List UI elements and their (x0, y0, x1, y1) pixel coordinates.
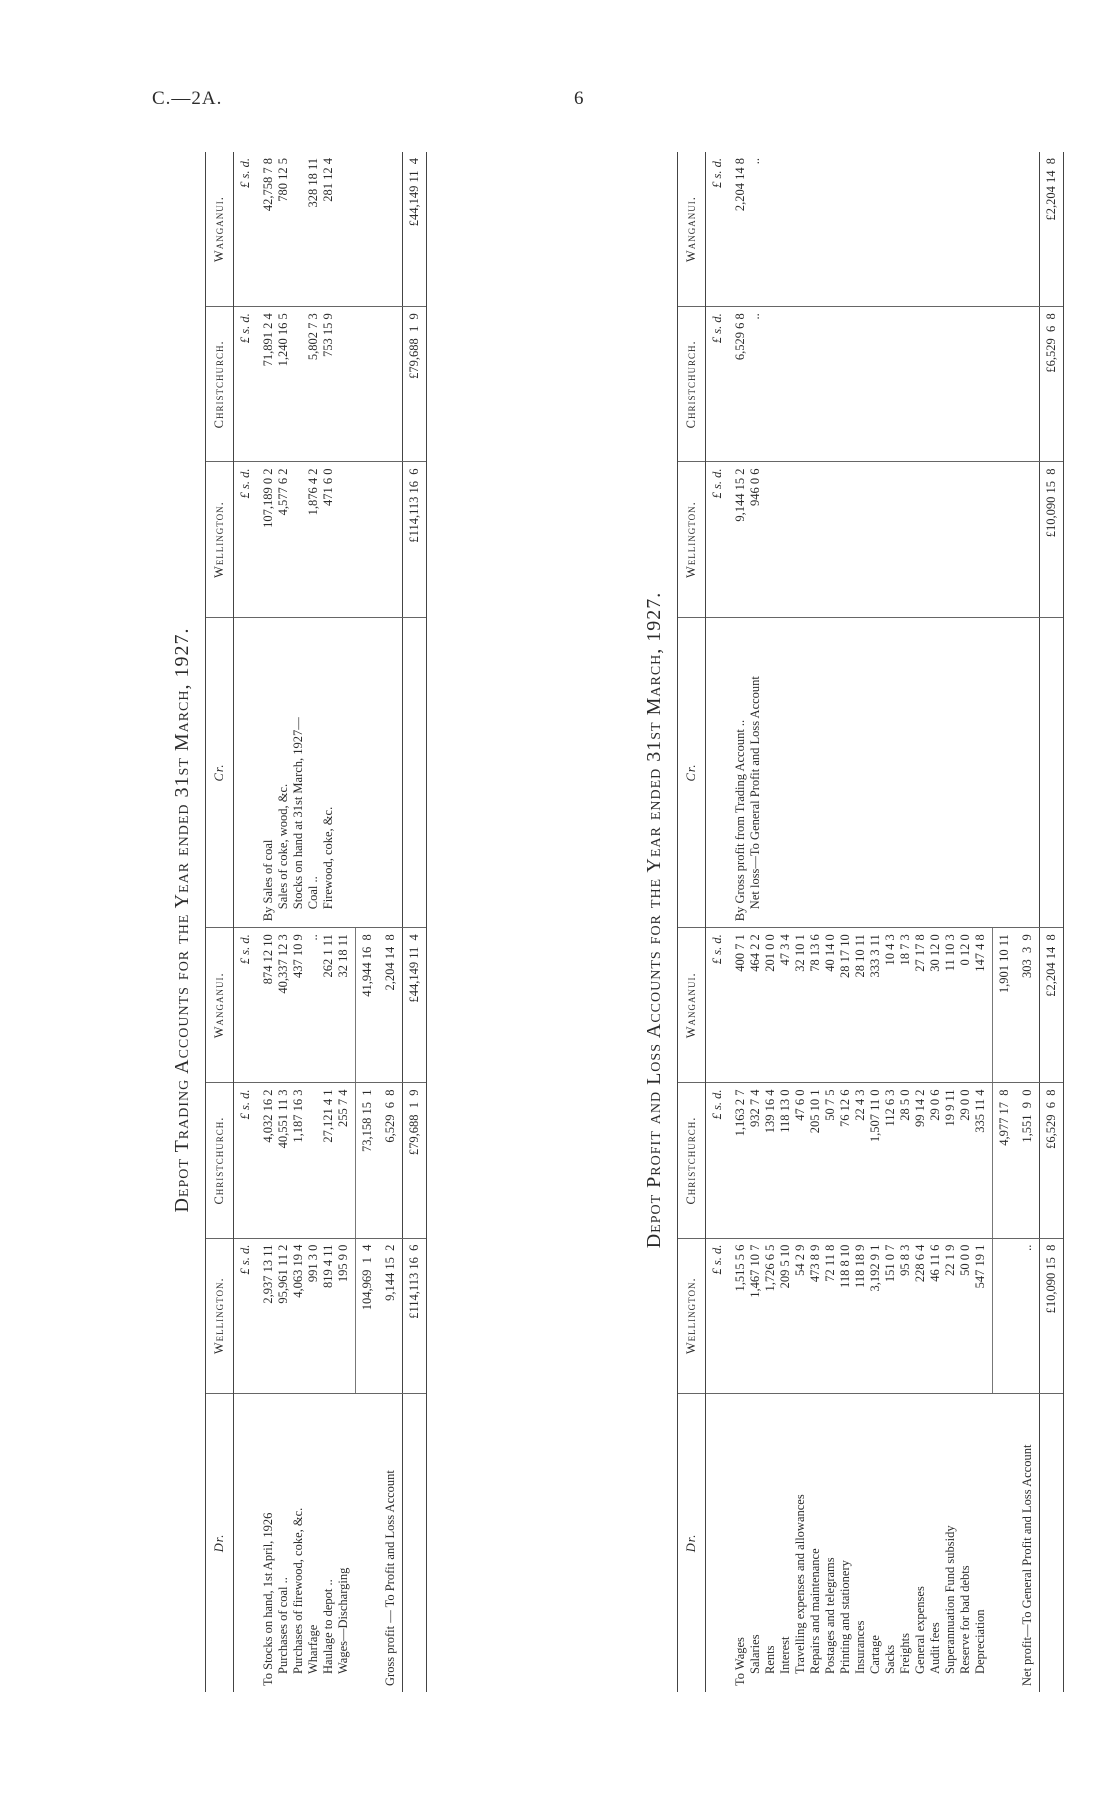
row-label: Insurances (853, 1620, 867, 1674)
row-value: 262 1 11 (321, 934, 335, 978)
row-value: 28 10 11 (853, 934, 867, 978)
row-label: Haulage to depot .. (321, 1579, 335, 1674)
wellington-header: Wellington. (206, 462, 234, 617)
row-value: 328 18 11 (306, 158, 320, 208)
net-profit-wellington: .. (1016, 1238, 1040, 1393)
row-value: 4,032 16 2 (261, 1089, 275, 1143)
row-value: 99 14 2 (913, 1089, 927, 1127)
units-label: £ s. d. (234, 152, 258, 307)
row-value: 333 3 11 (868, 934, 882, 978)
row-value: 107,189 0 2 (261, 468, 275, 528)
row-label: Travelling expenses and allowances (793, 1494, 807, 1674)
row-value: 780 12 5 (276, 158, 290, 202)
wanganui-header: Wanganui. (678, 152, 706, 307)
row-value: 471 6 0 (321, 468, 335, 506)
units-label: £ s. d. (706, 307, 730, 462)
row-value: 76 12 6 (838, 1089, 852, 1127)
wanganui-header: Wanganui. (678, 928, 706, 1083)
row-value: 201 0 0 (763, 934, 777, 972)
page-header-left: C.—2A. (152, 88, 223, 109)
units-label: £ s. d. (706, 928, 730, 1083)
row-value: 42,758 7 8 (261, 158, 275, 212)
gross-profit-label: Gross profit — To Profit and Loss Account (383, 1470, 397, 1686)
row-value: 54 2 9 (793, 1244, 807, 1276)
row-value: 30 12 0 (928, 934, 942, 972)
row-label: Rents (763, 1645, 777, 1674)
row-label: Freights (898, 1633, 912, 1674)
row-value: 50 7 5 (823, 1089, 837, 1121)
row-label: Postages and telegrams (823, 1557, 837, 1674)
row-value: 40,551 11 3 (276, 1089, 290, 1149)
row-value: 1,187 16 3 (291, 1089, 305, 1143)
total-christchurch: £6,529 6 8 (1040, 1083, 1064, 1238)
cr-header: Cr. (206, 617, 234, 927)
dr-header: Dr. (678, 1393, 706, 1692)
trading-accounts-table (205, 152, 427, 1692)
row-label: Coal .. (306, 876, 320, 910)
row-value: 209 5 10 (778, 1244, 792, 1289)
row-value: 46 11 6 (928, 1244, 942, 1282)
gross-profit-wellington: 9,144 15 2 (379, 1238, 403, 1393)
row-label: Cartage (868, 1635, 882, 1674)
row-value: 32 10 1 (793, 934, 807, 972)
row-value: 932 7 4 (748, 1089, 762, 1127)
debit-christchurch-values (257, 1083, 356, 1238)
row-value: 1,467 10 7 (748, 1244, 762, 1298)
total-wanganui: £2,204 14 8 (1040, 152, 1064, 307)
totals-row (403, 152, 427, 1692)
subtotal-christchurch: 4,977 17 8 (993, 1083, 1017, 1238)
christchurch-header: Christchurch. (678, 1083, 706, 1238)
units-label: £ s. d. (234, 1238, 258, 1393)
row-value (291, 158, 306, 300)
row-value: 118 8 10 (838, 1244, 852, 1288)
total-wellington: £10,090 15 8 (1040, 462, 1064, 617)
row-value: 139 16 4 (763, 1089, 777, 1134)
row-value: 1,163 2 7 (733, 1089, 747, 1137)
total-wellington: £114,113 16 6 (403, 1238, 427, 1393)
profit-loss-title: Depot Profit and Loss Accounts for the Year ended 31st March, 1927. (643, 591, 665, 1249)
row-value: 47 6 0 (793, 1089, 807, 1121)
row-label: To Wages (733, 1637, 747, 1686)
debit-christchurch-values (729, 1083, 993, 1238)
row-label: Purchases of firewood, coke, &c. (291, 1507, 305, 1674)
row-value: 1,876 4 2 (306, 468, 320, 516)
row-value: 255 7 4 (336, 1089, 350, 1127)
row-value: 4,577 6 2 (276, 468, 290, 516)
total-wanganui: £44,149 11 4 (403, 152, 427, 307)
row-label: General expenses (913, 1586, 927, 1674)
debit-wanganui-values (729, 928, 993, 1083)
row-value: 11 10 3 (943, 934, 957, 972)
row-label: Reserve for bad debts (958, 1565, 972, 1674)
row-value: 50 0 0 (958, 1244, 972, 1276)
row-value: 281 12 4 (321, 158, 335, 202)
gross-profit-row (379, 152, 403, 1692)
row-value: 874 12 10 (261, 934, 275, 985)
units-row (706, 152, 730, 1692)
net-profit-label: Net profit—To General Profit and Loss Account (1020, 1444, 1034, 1686)
row-value: 78 13 6 (808, 934, 822, 972)
row-label: Wharfage (306, 1624, 320, 1674)
rotated-document-body (165, 120, 1058, 1720)
subtotal-wanganui: 1,901 10 11 (993, 928, 1017, 1083)
page-number: 6 (574, 88, 585, 109)
row-value: 27 17 8 (913, 934, 927, 972)
row-label: Printing and stationery (838, 1560, 852, 1674)
row-value: 1,726 6 5 (763, 1244, 777, 1292)
wellington-header: Wellington. (678, 1238, 706, 1393)
units-label: £ s. d. (234, 307, 258, 462)
row-label: Stocks on hand at 31st March, 1927— (291, 717, 305, 910)
row-label: By Sales of coal (261, 839, 275, 922)
profit-loss-table (677, 152, 1064, 1692)
row-value: 118 13 0 (778, 1089, 792, 1133)
christchurch-header: Christchurch. (678, 307, 706, 462)
credit-wanganui-values (729, 152, 993, 307)
row-label: Net loss—To General Profit and Loss Account (748, 676, 762, 910)
row-value: 29 0 0 (958, 1089, 972, 1121)
pl-body-row (729, 152, 993, 1692)
total-christchurch: £79,688 1 9 (403, 307, 427, 462)
row-value: 991 3 0 (306, 1244, 320, 1283)
total-wellington: £114,113 16 6 (403, 462, 427, 617)
debit-wanganui-values (257, 928, 356, 1083)
credit-wellington-values (729, 462, 993, 617)
row-value: 28 17 10 (838, 934, 852, 978)
row-value: 112 6 3 (883, 1089, 897, 1127)
dr-header: Dr. (206, 1393, 234, 1692)
debit-labels (729, 1393, 993, 1692)
row-label: Audit fees (928, 1622, 942, 1674)
row-value: 400 7 1 (733, 934, 747, 972)
row-value: 3,192 9 1 (868, 1244, 882, 1292)
row-value: 4,063 19 4 (291, 1244, 305, 1298)
units-label: £ s. d. (706, 462, 730, 617)
row-label: Repairs and maintenance (808, 1548, 822, 1674)
net-profit-row (1016, 152, 1040, 1692)
row-value: 22 4 3 (853, 1089, 867, 1121)
subtotal-wanganui: 41,944 16 8 (356, 928, 380, 1083)
total-christchurch: £6,529 6 8 (1040, 307, 1064, 462)
row-value: 0 12 0 (958, 934, 972, 966)
row-label: Firewood, coke, &c. (321, 806, 335, 910)
units-label: £ s. d. (706, 1083, 730, 1238)
credit-christchurch-values (729, 307, 993, 462)
subtotal-christchurch: 73,158 15 1 (356, 1083, 380, 1238)
row-label: Purchases of coal .. (276, 1577, 290, 1674)
cr-header: Cr. (678, 617, 706, 927)
units-label: £ s. d. (706, 1238, 730, 1393)
row-value: .. (748, 313, 762, 320)
total-wanganui: £44,149 11 4 (403, 928, 427, 1083)
row-value: 29 0 6 (928, 1089, 942, 1121)
net-profit-wanganui: 303 3 9 (1016, 928, 1040, 1083)
row-label: Depreciation (973, 1609, 987, 1674)
row-value: 22 1 9 (943, 1244, 957, 1276)
credit-labels (257, 617, 356, 927)
row-value: 72 11 8 (823, 1244, 837, 1282)
gross-profit-christchurch: 6,529 6 8 (379, 1083, 403, 1238)
christchurch-header: Christchurch. (206, 1083, 234, 1238)
units-row (234, 152, 258, 1692)
row-value: 151 0 7 (883, 1244, 897, 1283)
row-label: Interest (778, 1636, 792, 1674)
row-value (291, 313, 306, 455)
units-label: £ s. d. (234, 462, 258, 617)
row-value: 27,121 4 1 (321, 1089, 335, 1143)
row-value: 95,961 11 2 (276, 1244, 290, 1304)
row-value: 819 4 11 (321, 1244, 335, 1288)
row-label: Salaries (748, 1634, 762, 1674)
row-value: .. (748, 158, 762, 165)
debit-wellington-values (729, 1238, 993, 1393)
row-value: 205 10 1 (808, 1089, 822, 1134)
row-value: 2,204 14 8 (733, 158, 747, 212)
row-label: Sales of coke, wood, &c. (276, 783, 290, 910)
row-value: 228 6 4 (913, 1244, 927, 1283)
row-value: 118 18 9 (853, 1244, 867, 1288)
subtotal-wellington (993, 1238, 1017, 1393)
row-value: 40,337 12 3 (276, 934, 290, 994)
wanganui-header: Wanganui. (206, 152, 234, 307)
trading-accounts-title: Depot Trading Accounts for the Year ended 31st March, 1927. (171, 627, 193, 1213)
net-profit-christchurch: 1,551 9 0 (1016, 1083, 1040, 1238)
row-value: 1,507 11 0 (868, 1089, 882, 1143)
row-value: 47 3 4 (778, 934, 792, 966)
debit-labels (257, 1393, 356, 1692)
row-value: 946 0 6 (748, 468, 762, 506)
credit-wellington-values (257, 462, 356, 617)
row-value: 1,515 5 6 (733, 1244, 747, 1292)
units-label: £ s. d. (234, 1083, 258, 1238)
row-value: 9,144 15 2 (733, 468, 747, 522)
units-label: £ s. d. (706, 152, 730, 307)
wellington-header: Wellington. (678, 462, 706, 617)
totals-row (1040, 152, 1064, 1692)
row-value: 6,529 6 8 (733, 313, 747, 361)
total-christchurch: £79,688 1 9 (403, 1083, 427, 1238)
row-value: 473 8 9 (808, 1244, 822, 1283)
subtotal-row (356, 152, 380, 1692)
row-value: 753 15 9 (321, 313, 335, 357)
row-value: 1,240 16 5 (276, 313, 290, 367)
row-value: 18 7 3 (898, 934, 912, 966)
row-label: Superannuation Fund subsidy (943, 1525, 957, 1674)
credit-christchurch-values (257, 307, 356, 462)
row-value: 19 9 11 (943, 1089, 957, 1127)
subtotal-wellington: 104,969 1 4 (356, 1238, 380, 1393)
row-value: 28 5 0 (898, 1089, 912, 1121)
wellington-header: Wellington. (206, 1238, 234, 1393)
total-wellington: £10,090 15 8 (1040, 1238, 1064, 1393)
row-value: 437 10 9 (291, 934, 305, 978)
row-value: .. (306, 934, 320, 941)
row-label: Sacks (883, 1644, 897, 1674)
row-value: 335 11 4 (973, 1089, 987, 1133)
row-value: 71,891 2 4 (261, 313, 275, 367)
row-value: 40 14 0 (823, 934, 837, 972)
row-value: 464 2 2 (748, 934, 762, 972)
row-label: By Gross profit from Trading Account .. (733, 719, 747, 922)
row-value: 195 9 0 (336, 1244, 350, 1283)
row-value: 547 19 1 (973, 1244, 987, 1289)
row-label: To Stocks on hand, 1st April, 1926 (261, 1512, 275, 1686)
row-value: 95 8 3 (898, 1244, 912, 1276)
debit-wellington-values (257, 1238, 356, 1393)
row-label: Wages—Discharging (336, 1567, 350, 1674)
trading-body-row (257, 152, 356, 1692)
row-value (306, 1089, 321, 1231)
subtotal-row (993, 152, 1017, 1692)
row-value: 5,802 7 3 (306, 313, 320, 361)
total-wanganui: £2,204 14 8 (1040, 928, 1064, 1083)
row-value (291, 468, 306, 610)
row-value: 147 4 8 (973, 934, 987, 972)
row-value: 2,937 13 11 (261, 1244, 275, 1304)
gross-profit-wanganui: 2,204 14 8 (379, 928, 403, 1083)
credit-labels (729, 617, 993, 927)
row-value: 32 18 11 (336, 934, 350, 978)
credit-wanganui-values (257, 152, 356, 307)
christchurch-header: Christchurch. (206, 307, 234, 462)
units-label: £ s. d. (234, 928, 258, 1083)
row-value: 10 4 3 (883, 934, 897, 966)
wanganui-header: Wanganui. (206, 928, 234, 1083)
